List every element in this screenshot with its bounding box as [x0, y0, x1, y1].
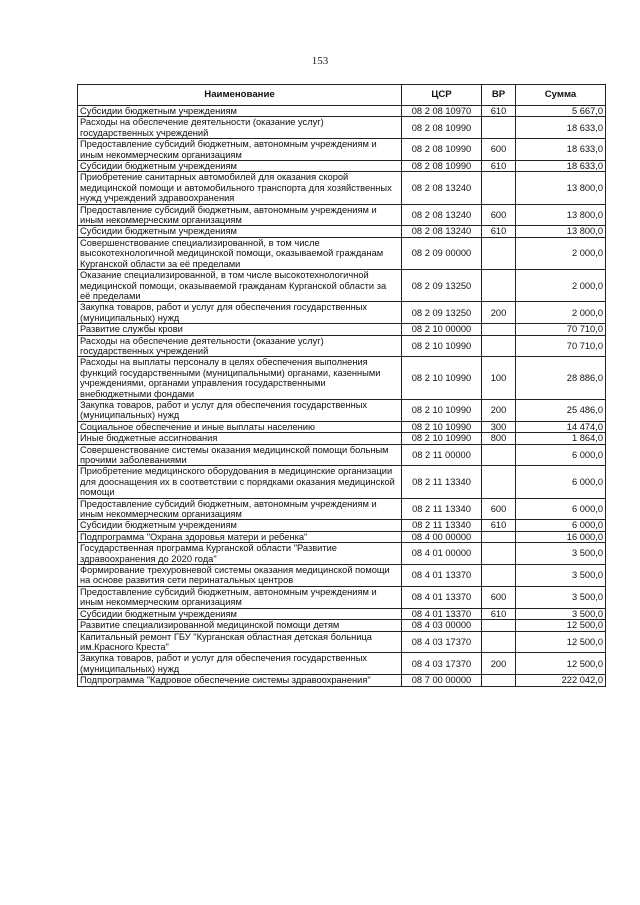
cell-sum: 5 667,0: [516, 106, 606, 117]
table-row: [78, 204, 606, 226]
cell-vr: [482, 565, 516, 587]
cell-name: Иные бюджетные ассигнования: [78, 433, 402, 444]
cell-sum: 13 800,0: [516, 172, 606, 204]
cell-code: 08 2 08 13240: [402, 172, 482, 204]
cell-code: 08 2 10 10990: [402, 433, 482, 444]
table-row: [78, 433, 606, 444]
cell-code: 08 2 11 00000: [402, 444, 482, 466]
cell-sum: 1 864,0: [516, 433, 606, 444]
cell-code: 08 2 09 13250: [402, 302, 482, 324]
cell-sum: 16 000,0: [516, 531, 606, 542]
table-row: [78, 139, 606, 161]
cell-vr: 610: [482, 226, 516, 237]
table-row: [78, 226, 606, 237]
table-row: [78, 565, 606, 587]
cell-code: 08 4 01 13370: [402, 608, 482, 619]
cell-vr: 100: [482, 357, 516, 400]
cell-code: 08 2 09 13250: [402, 270, 482, 302]
cell-name: Субсидии бюджетным учреждениям: [78, 226, 402, 237]
cell-vr: [482, 237, 516, 269]
cell-sum: 14 474,0: [516, 421, 606, 432]
cell-sum: 25 486,0: [516, 399, 606, 421]
cell-vr: [482, 675, 516, 686]
header-vr: ВР: [482, 85, 516, 106]
cell-code: 08 4 00 00000: [402, 531, 482, 542]
cell-vr: [482, 172, 516, 204]
table-row: [78, 161, 606, 172]
table-row: [78, 324, 606, 335]
cell-vr: [482, 335, 516, 357]
table-row: [78, 620, 606, 631]
cell-code: 08 2 11 13340: [402, 520, 482, 531]
cell-name: Предоставление субсидий бюджетным, автономным учреждениям и иным некоммерческим организациям: [78, 586, 402, 608]
cell-code: 08 2 08 10990: [402, 161, 482, 172]
cell-name: Приобретение медицинского оборудования в медицинские организации для дооснащения их в соответствии с порядками оказания медицинской помощи: [78, 466, 402, 498]
cell-sum: 18 633,0: [516, 139, 606, 161]
cell-name: Предоставление субсидий бюджетным, автономным учреждениям и иным некоммерческим организациям: [78, 498, 402, 520]
table-row: [78, 237, 606, 269]
cell-vr: [482, 531, 516, 542]
cell-vr: 610: [482, 608, 516, 619]
table-row: [78, 335, 606, 357]
cell-code: 08 2 08 10990: [402, 117, 482, 139]
cell-vr: [482, 324, 516, 335]
table-row: [78, 631, 606, 653]
cell-sum: 2 000,0: [516, 237, 606, 269]
cell-vr: 300: [482, 421, 516, 432]
header-code: ЦСР: [402, 85, 482, 106]
cell-sum: 18 633,0: [516, 161, 606, 172]
table-row: [78, 421, 606, 432]
cell-vr: 600: [482, 204, 516, 226]
cell-name: Оказание специализированной, в том числе высокотехнологичной медицинской помощи, оказываемой гражданам Курганской области за её пределами: [78, 270, 402, 302]
cell-name: Подпрограмма "Кадровое обеспечение системы здравоохранения": [78, 675, 402, 686]
cell-vr: 610: [482, 106, 516, 117]
table-row: [78, 106, 606, 117]
cell-sum: 13 800,0: [516, 226, 606, 237]
cell-name: Расходы на обеспечение деятельности (оказание услуг) государственных учреждений: [78, 117, 402, 139]
cell-vr: 610: [482, 520, 516, 531]
cell-vr: 200: [482, 302, 516, 324]
cell-sum: 12 500,0: [516, 653, 606, 675]
cell-sum: 12 500,0: [516, 631, 606, 653]
table-row: [78, 270, 606, 302]
cell-name: Закупка товаров, работ и услуг для обеспечения государственных (муниципальных) нужд: [78, 399, 402, 421]
cell-sum: 6 000,0: [516, 498, 606, 520]
budget-table: [77, 84, 606, 687]
cell-sum: 6 000,0: [516, 444, 606, 466]
table-row: [78, 466, 606, 498]
cell-code: 08 2 10 10990: [402, 421, 482, 432]
cell-vr: 800: [482, 433, 516, 444]
cell-name: Развитие специализированной медицинской помощи детям: [78, 620, 402, 631]
table-row: [78, 357, 606, 400]
cell-sum: 70 710,0: [516, 335, 606, 357]
cell-code: 08 4 01 00000: [402, 543, 482, 565]
cell-code: 08 2 10 10990: [402, 357, 482, 400]
cell-sum: 12 500,0: [516, 620, 606, 631]
cell-name: Подпрограмма "Охрана здоровья матери и ребенка": [78, 531, 402, 542]
cell-vr: 600: [482, 139, 516, 161]
cell-code: 08 2 08 10970: [402, 106, 482, 117]
cell-sum: 28 886,0: [516, 357, 606, 400]
cell-name: Субсидии бюджетным учреждениям: [78, 520, 402, 531]
cell-sum: 2 000,0: [516, 302, 606, 324]
cell-name: Предоставление субсидий бюджетным, автономным учреждениям и иным некоммерческим организациям: [78, 139, 402, 161]
cell-vr: 600: [482, 586, 516, 608]
cell-vr: 200: [482, 653, 516, 675]
table-row: [78, 498, 606, 520]
cell-code: 08 2 09 00000: [402, 237, 482, 269]
cell-vr: 200: [482, 399, 516, 421]
cell-sum: 6 000,0: [516, 466, 606, 498]
cell-code: 08 4 01 13370: [402, 565, 482, 587]
cell-vr: [482, 444, 516, 466]
cell-vr: [482, 543, 516, 565]
cell-name: Совершенствование специализированной, в том числе высокотехнологичной медицинской помощи, оказываемой гражданам Курганской области за её пределами: [78, 237, 402, 269]
cell-code: 08 4 03 17370: [402, 631, 482, 653]
cell-name: Закупка товаров, работ и услуг для обеспечения государственных (муниципальных) нужд: [78, 302, 402, 324]
cell-name: Развитие службы крови: [78, 324, 402, 335]
cell-name: Государственная программа Курганской области "Развитие здравоохранения до 2020 года": [78, 543, 402, 565]
table-row: [78, 520, 606, 531]
cell-code: 08 2 10 10990: [402, 335, 482, 357]
table-row: [78, 399, 606, 421]
table-row: [78, 543, 606, 565]
cell-code: 08 7 00 00000: [402, 675, 482, 686]
cell-code: 08 2 11 13340: [402, 466, 482, 498]
header-name: Наименование: [78, 85, 402, 106]
table-row: [78, 117, 606, 139]
cell-vr: 600: [482, 498, 516, 520]
cell-sum: 6 000,0: [516, 520, 606, 531]
table-row: [78, 608, 606, 619]
table-header-row: [78, 85, 606, 106]
cell-code: 08 4 03 00000: [402, 620, 482, 631]
table-row: [78, 531, 606, 542]
cell-vr: [482, 117, 516, 139]
cell-name: Предоставление субсидий бюджетным, автономным учреждениям и иным некоммерческим организациям: [78, 204, 402, 226]
cell-name: Субсидии бюджетным учреждениям: [78, 608, 402, 619]
cell-code: 08 2 08 13240: [402, 204, 482, 226]
table-row: [78, 675, 606, 686]
cell-sum: 18 633,0: [516, 117, 606, 139]
table-row: [78, 302, 606, 324]
cell-name: Расходы на обеспечение деятельности (оказание услуг) государственных учреждений: [78, 335, 402, 357]
cell-name: Приобретение санитарных автомобилей для оказания скорой медицинской помощи и автомобильного транспорта для хозяйственных нужд учреждений здравоохранения: [78, 172, 402, 204]
cell-name: Субсидии бюджетным учреждениям: [78, 161, 402, 172]
cell-name: Расходы на выплаты персоналу в целях обеспечения выполнения функций государственными (муниципальными) органами, казенными учреждениями, органами управления государственными внебюджетными фондами: [78, 357, 402, 400]
cell-name: Социальное обеспечение и иные выплаты населению: [78, 421, 402, 432]
cell-sum: 222 042,0: [516, 675, 606, 686]
cell-vr: [482, 620, 516, 631]
cell-sum: 3 500,0: [516, 543, 606, 565]
table-row: [78, 653, 606, 675]
cell-vr: [482, 631, 516, 653]
cell-name: Формирование трехуровневой системы оказания медицинской помощи на основе развития сети перинатальных центров: [78, 565, 402, 587]
header-sum: Сумма: [516, 85, 606, 106]
cell-code: 08 2 11 13340: [402, 498, 482, 520]
cell-name: Субсидии бюджетным учреждениям: [78, 106, 402, 117]
cell-sum: 13 800,0: [516, 204, 606, 226]
cell-name: Закупка товаров, работ и услуг для обеспечения государственных (муниципальных) нужд: [78, 653, 402, 675]
table-row: [78, 586, 606, 608]
cell-sum: 3 500,0: [516, 608, 606, 619]
cell-code: 08 2 10 10990: [402, 399, 482, 421]
cell-code: 08 2 10 00000: [402, 324, 482, 335]
cell-sum: 2 000,0: [516, 270, 606, 302]
cell-code: 08 4 01 13370: [402, 586, 482, 608]
cell-name: Совершенствование системы оказания медицинской помощи больным прочими заболеваниями: [78, 444, 402, 466]
cell-vr: [482, 466, 516, 498]
cell-code: 08 2 08 10990: [402, 139, 482, 161]
cell-code: 08 4 03 17370: [402, 653, 482, 675]
table-row: [78, 172, 606, 204]
cell-code: 08 2 08 13240: [402, 226, 482, 237]
cell-sum: 3 500,0: [516, 586, 606, 608]
cell-sum: 70 710,0: [516, 324, 606, 335]
page-number: 153: [311, 55, 329, 67]
cell-vr: [482, 270, 516, 302]
cell-name: Капитальный ремонт ГБУ "Курганская областная детская больница им.Красного Креста": [78, 631, 402, 653]
table-row: [78, 444, 606, 466]
cell-vr: 610: [482, 161, 516, 172]
cell-sum: 3 500,0: [516, 565, 606, 587]
